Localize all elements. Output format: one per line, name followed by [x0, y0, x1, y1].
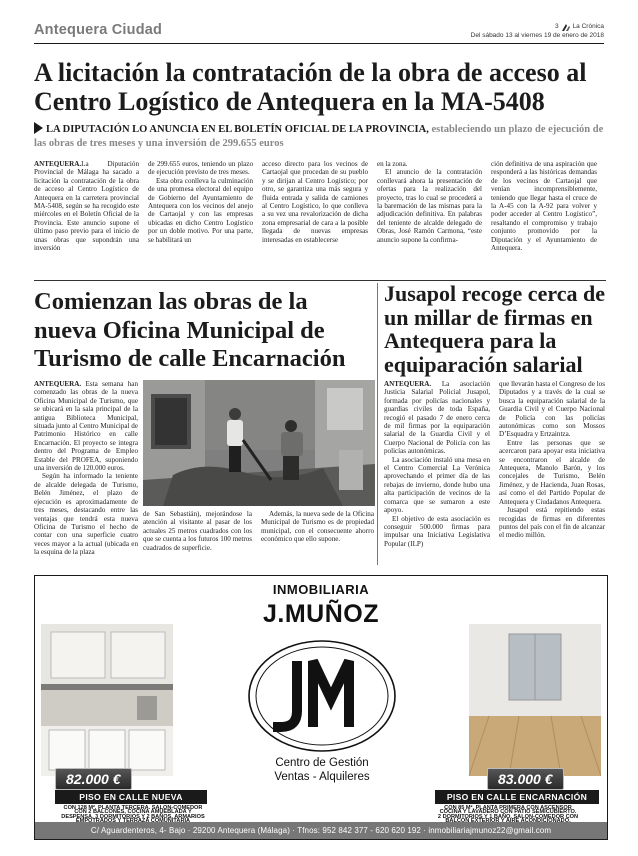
story1-col1: [34, 160, 139, 252]
ad-tagline-line1: Centro de Gestión: [275, 757, 369, 769]
story3-body: [384, 380, 605, 548]
jm-monogram-logo: [247, 639, 397, 754]
right-price-badge: 83.000 €: [487, 768, 564, 790]
listing-desc-line: BALCON EXTERIOR Y AIRE ACONDICIONADO.: [445, 818, 571, 825]
body-text: Esta obra conlleva la culminación de una promesa electoral del equipo de Gobierno del Ayuntamiento de Antequera con los vecinos del anejo de Cartaojal y con las empresas ubicadas en dicho Centro Logístico por un doble motivo. Por una parte, se habilitará un: [148, 176, 253, 244]
listing-desc-line: CON 2 BALCONES, COCINA AMUEBLADA Y: [74, 809, 192, 816]
left-listing-title: PISO EN CALLE NUEVA: [55, 790, 207, 804]
subhead-bold: LA DIPUTACIÓN LO ANUNCIA EN EL BOLETÍN OFICIAL DE LA PROVINCIA,: [46, 124, 429, 135]
body-text: en la zona.: [377, 160, 408, 168]
section-title: Antequera Ciudad: [34, 22, 163, 38]
publication-name: La Crónica: [572, 23, 604, 30]
body-text: La Diputación Provincial de Málaga ha sacado a licitación la contratación de la obra de acceso al Centro Logístico de Antequera en la carretera provincial MA-5408, según se ha recogido este miércoles en el Boletín Oficial de la Provincia. Este anuncio supone el último paso previo para el inicio de unas obras que supondrán una inversión: [34, 160, 139, 253]
body-text: Entre las personas que se acercaron para apoyar esta iniciativa se encontraron el alcalde de Antequera, Manolo Barón, y los concejales de Turismo, Belén Jiménez, y de Hacienda, Juan Rosas, así como el del Partido Popular de Antequera y Ciudadanos Antequera.: [499, 438, 605, 506]
story3-col2: [499, 380, 605, 548]
body-text: Además, la nueva sede de la Oficina Municipal de Turismo es de propiedad municipal, con el consecuente ahorro económico que ello supone.: [261, 510, 374, 544]
story1-col3: [262, 160, 368, 252]
right-listing-title: PISO EN CALLE ENCARNACIÓN: [435, 790, 599, 804]
story1-headline: A licitación la contratación de la obra de acceso al Centro Logístico de Antequera en la MA-5408: [34, 58, 587, 116]
real-estate-ad: [34, 575, 608, 840]
body-text: Esta semana han comenzado las obras de la nueva Oficina Municipal de Turismo, que se ubicará en la sala principal de la antigua Biblioteca Municipal, situada junto al Centro Municipal de Patrimonio Histórico en calle Encarnación. El proyecto se integra dentro del Programa de Empleo Estable del PROFEA, suponiendo una inversión de 120.000 euros.: [34, 380, 138, 473]
dateline: ANTEQUERA.: [34, 160, 82, 168]
story3-col1: [384, 380, 490, 548]
body-text: que llevarán hasta el Congreso de los Diputados y a través de la cual se busca la equiparación salarial de la Guardia Civil y el Cuerpo Nacional de Policía con las policías autonómicas como son Mossos D’Esquadra y Ertzaintza.: [499, 380, 605, 439]
listing-desc-line: COCINA Y LAVADERO CON PATIO SEMICUBIERTO.: [439, 809, 577, 816]
page-header: [34, 22, 604, 44]
story3-headline: Jusapol recoge cerca de un millar de firmas en Antequera para la equiparación salarial: [384, 281, 605, 377]
dateline: ANTEQUERA.: [384, 380, 432, 388]
body-text: Según ha informado la teniente de alcalde delegada de Turismo, Belén Jiménez, el plazo de ejecución es aproximadamente de tres meses, destacando entre las ventajas que tendrá esta nueva Oficina de Turismo el hecho de contar con una superficie cuatro veces mayor a la actual (ubicada en la esquina de la plaza: [34, 472, 138, 557]
ad-title-inmobiliaria: INMOBILIARIA: [272, 582, 370, 597]
story2-col3: [261, 510, 374, 552]
story1-body: [34, 160, 597, 252]
page-number: 3: [554, 23, 559, 30]
story1-col4: [377, 160, 482, 252]
body-text: La asociación Justicia Salarial Policial Jusapol, formada por policías nacionales y guardias civiles de toda España, recogió el pasado 7 de enero cerca de mil firmas por la equiparación salarial de la Guardia Civil y el Cuerpo Nacional de Policía con las policías autonómicas.: [384, 380, 490, 456]
listing-desc-line: 2 DORMITORIOS Y 1 BAÑO. SALON-COMEDOR CON: [437, 813, 579, 820]
listing-desc-line: CON 128 M². PLANTA TERCERA. SALON-COMEDOR: [63, 805, 203, 811]
arrow-icon: [34, 122, 43, 134]
story2-col1: [34, 380, 138, 557]
kitchen-photo: [41, 624, 173, 776]
ad-footer-contact: C/ Aguardenteros, 4- Bajo · 29200 Antequera (Málaga) · Tfnos: 952 842 377 - 620 620 192 · inmobiliariajmunoz22@gmail.com: [35, 822, 607, 839]
body-text: El objetivo de esta asociación es conseguir 500.000 firmas para impulsar una Iniciativa Legislativa Popular (ILP): [384, 514, 490, 548]
living-room-photo: [469, 624, 601, 776]
story2-body: [143, 510, 374, 552]
body-text: ción definitiva de una aspiración que responderá a las históricas demandas de los vecinos de Cartaojal que venían incomprensiblemente, teniendo que llegar hasta el cruce de la A-45 con la A-92 para volver y poder acceder al Centro Logístico”, resaltando el compromiso y trabajo conjunto promovido por la Diputación y el Ayuntamiento de Antequera.: [491, 160, 597, 253]
ad-tagline: [235, 756, 409, 784]
body-text: acceso directo para los vecinos de Cartaojal que procedan de su pueblo y se dirijan al Centro Logístico; por otro, se garantiza una más segura y fluida entrada y salida de camiones al Centro Logístico, lo que conlleva a su vez una revalorización de dicha zona empresarial de cara a la posible llegada de nuevas empresas interesadas en establecerse: [262, 160, 368, 244]
body-text: La asociación instaló una mesa en el Centro Comercial La Verónica aprovechando el primer día de las rebajas de invierno, donde hubo una alta participación de vecinos de la comarca que se sumaron a este apoyo.: [384, 455, 490, 515]
ad-title-brand: J.MUÑOZ: [263, 600, 379, 628]
right-listing-description: [413, 805, 603, 825]
left-price-badge: 82.000 €: [55, 768, 132, 790]
publication-logo-icon: [562, 24, 570, 31]
body-text: de San Sebastián), mejorándose la atención al visitante al pasar de los actuales 25 metros cuadrados con los que se cuenta a los futuros 100 metros cuadrados de superficie.: [143, 510, 252, 552]
listing-desc-line: EMPOTRADOS Y TERRAZA COMUNITARIA: [75, 818, 191, 825]
body-text: Jusapol está repitiendo estas recogidas de firmas en diferentes puntos del país con el fin de alcanzar el medio millón.: [499, 506, 605, 540]
subhead-rest: estableciendo un plazo de ejecución de las obras de tres meses y una inversión de 299.655 euros: [34, 124, 604, 149]
story2-col2: [143, 510, 252, 552]
issue-date: Del sábado 13 al viernes 19 de enero de 2018: [470, 31, 604, 39]
body-text: El anuncio de la contratación conllevará ahora la presentación de ofertas para la realización del proyecto, tras lo cual se procederá a la baremación de las mismas para la adjudicación definitiva. En palabras del teniente de alcalde delegado de Obras, José Ramón Carmona, “este anuncio supone la confirma-: [377, 168, 482, 244]
publication-line: [555, 23, 604, 32]
story1-col5: [491, 160, 597, 252]
listing-desc-line: DESPENSA, 3 DORMITORIOS Y 2 BAÑOS. ARMARIOS: [61, 813, 205, 820]
ad-tagline-line2: Ventas - Alquileres: [274, 771, 370, 783]
story2-headline: Comienzan las obras de la nueva Oficina Municipal de Turismo de calle Encarnación: [34, 288, 346, 372]
body-text: de 299.655 euros, teniendo un plazo de ejecución previsto de tres meses.: [148, 160, 253, 177]
story1-col2: [148, 160, 253, 252]
dateline: ANTEQUERA.: [34, 380, 82, 388]
listing-desc-line: CON 85 M². PLANTA PRIMERA CON ASCENSOR: [444, 805, 572, 811]
construction-photo: [143, 380, 375, 506]
column-divider: [377, 283, 378, 565]
story1-subhead: [34, 122, 606, 150]
header-meta: [471, 23, 604, 40]
